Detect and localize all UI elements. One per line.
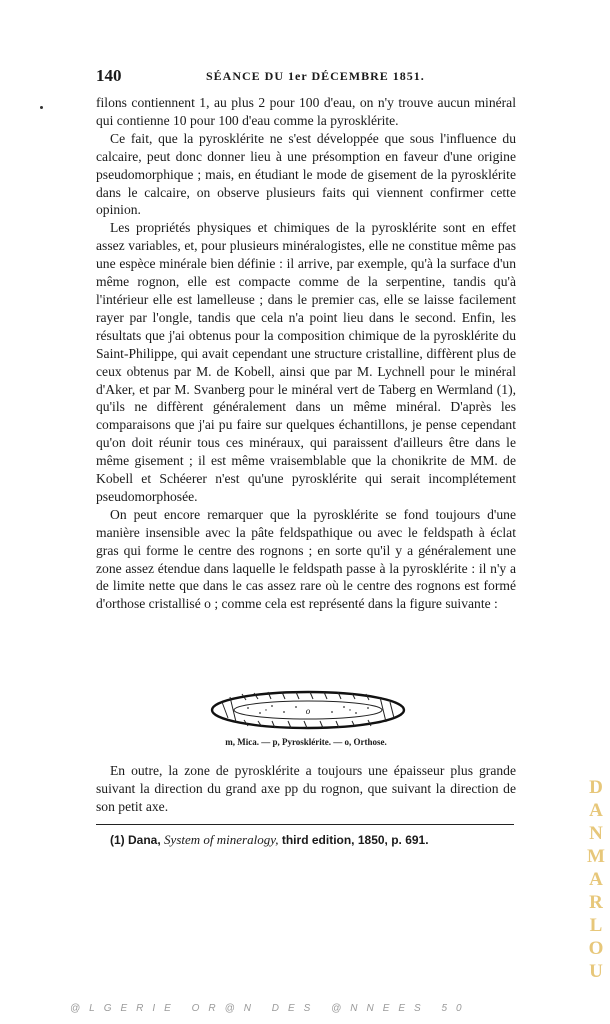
paragraph: On peut encore remarquer que la pyrosklérite se fond toujours d'une manière insensible avec la pâte feldspathique ou avec le feldspath à éclat gras qui forme le centre des rognons ; en sorte qu'il y a généralement une zone assez étendue dans laquelle le feldspath passe à la pyrosklérite : il n'y a de limite nette que dans le cas assez rare où le centre des rognons est formé d'orthose cristallisé o ; comme cela est représenté dans la figure suivante :	[96, 506, 516, 612]
footnote-work-title: System of mineralogy,	[164, 832, 279, 847]
footnote-rule	[96, 824, 514, 825]
watermark-letter: L	[589, 915, 603, 936]
watermark-letter: M	[587, 846, 605, 867]
paragraph: Ce fait, que la pyrosklérite ne s'est développée que sous l'influence du calcaire, peut donc donner lieu à une présomption en faveur d'une origine pseudomorphique ; mais, en étudiant le mode de gisement de la pyrosklérite dans le calcaire, on observe plusieurs faits qui viennent confirmer cette opinion.	[96, 130, 516, 218]
figure-caption: m, Mica. — p, Pyrosklérite. — o, Orthose.	[225, 737, 387, 747]
watermark-letter: A	[589, 800, 603, 821]
watermark-letter: R	[589, 892, 603, 913]
watermark-bottom: @LGERIE OR@N DES @NNEES 50	[70, 1003, 471, 1014]
paragraph-continued: filons contiennent 1, au plus 2 pour 100 d'eau, on n'y trouve aucun minéral qui contienne 10 pour 100 d'eau comme la pyrosklérite.	[96, 95, 516, 128]
closing-text	[96, 762, 516, 816]
orthose-label-o: o	[305, 706, 311, 716]
watermark-letter: D	[589, 777, 603, 798]
nodule-figure	[208, 688, 408, 732]
main-text	[96, 94, 516, 613]
running-title: SÉANCE DU 1er DÉCEMBRE 1851.	[206, 69, 425, 83]
watermark-letter: A	[589, 869, 603, 890]
margin-speck	[40, 106, 43, 109]
page-number: 140	[96, 66, 122, 85]
watermark-letter: N	[589, 823, 603, 844]
page-header	[96, 66, 516, 86]
watermark-letter: O	[588, 938, 604, 959]
watermark-vertical	[584, 776, 608, 983]
footnote	[110, 832, 510, 848]
footnote-author: Dana,	[128, 833, 161, 847]
paragraph: Les propriétés physiques et chimiques de la pyrosklérite sont en effet assez variables, et, pour plusieurs minéralogistes, elle ne constitue même pas une espèce minérale bien définie : il arrive, par exemple, qu'à la surface d'un même rognon, elle est compacte comme de la serpentine, tandis qu'à l'intérieur elle est lamelleuse ; dans le premier cas, elle se laisse facilement rayer par l'ongle, tandis que cela n'a point lieu dans le second. Enfin, les résultats que j'ai obtenus pour la composition chimique de la pyrosklérite du Saint-Philippe, qui avait cependant une structure cristalline, diffèrent plus de ceux obtenus par M. de Kobell, ainsi que par M. Lychnell pour le minéral d'Aker, et par M. Svanberg pour le minéral vert de Taberg en Wermland (1), qu'ils ne diffèrent généralement dans un même minéral. D'après les comparaisons que j'ai pu faire sur quelques échantillons, je pense cependant qu'on doit réunir tous ces minéraux, qui paraissent d'ailleurs être dans le même gisement ; il est même vraisemblable que la chonikrite de MM. de Kobell et Schéerer n'est qu'une pyrosklérite qui serait incomplétement pseudomorphosée.	[96, 220, 516, 504]
footnote-marker: (1)	[110, 833, 125, 847]
watermark-letter: U	[589, 961, 603, 982]
paragraph: En outre, la zone de pyrosklérite a toujours une épaisseur plus grande suivant la direction du grand axe pp du rognon, que suivant la direction de son petit axe.	[96, 763, 516, 814]
footnote-details: third edition, 1850, p. 691.	[281, 833, 429, 847]
